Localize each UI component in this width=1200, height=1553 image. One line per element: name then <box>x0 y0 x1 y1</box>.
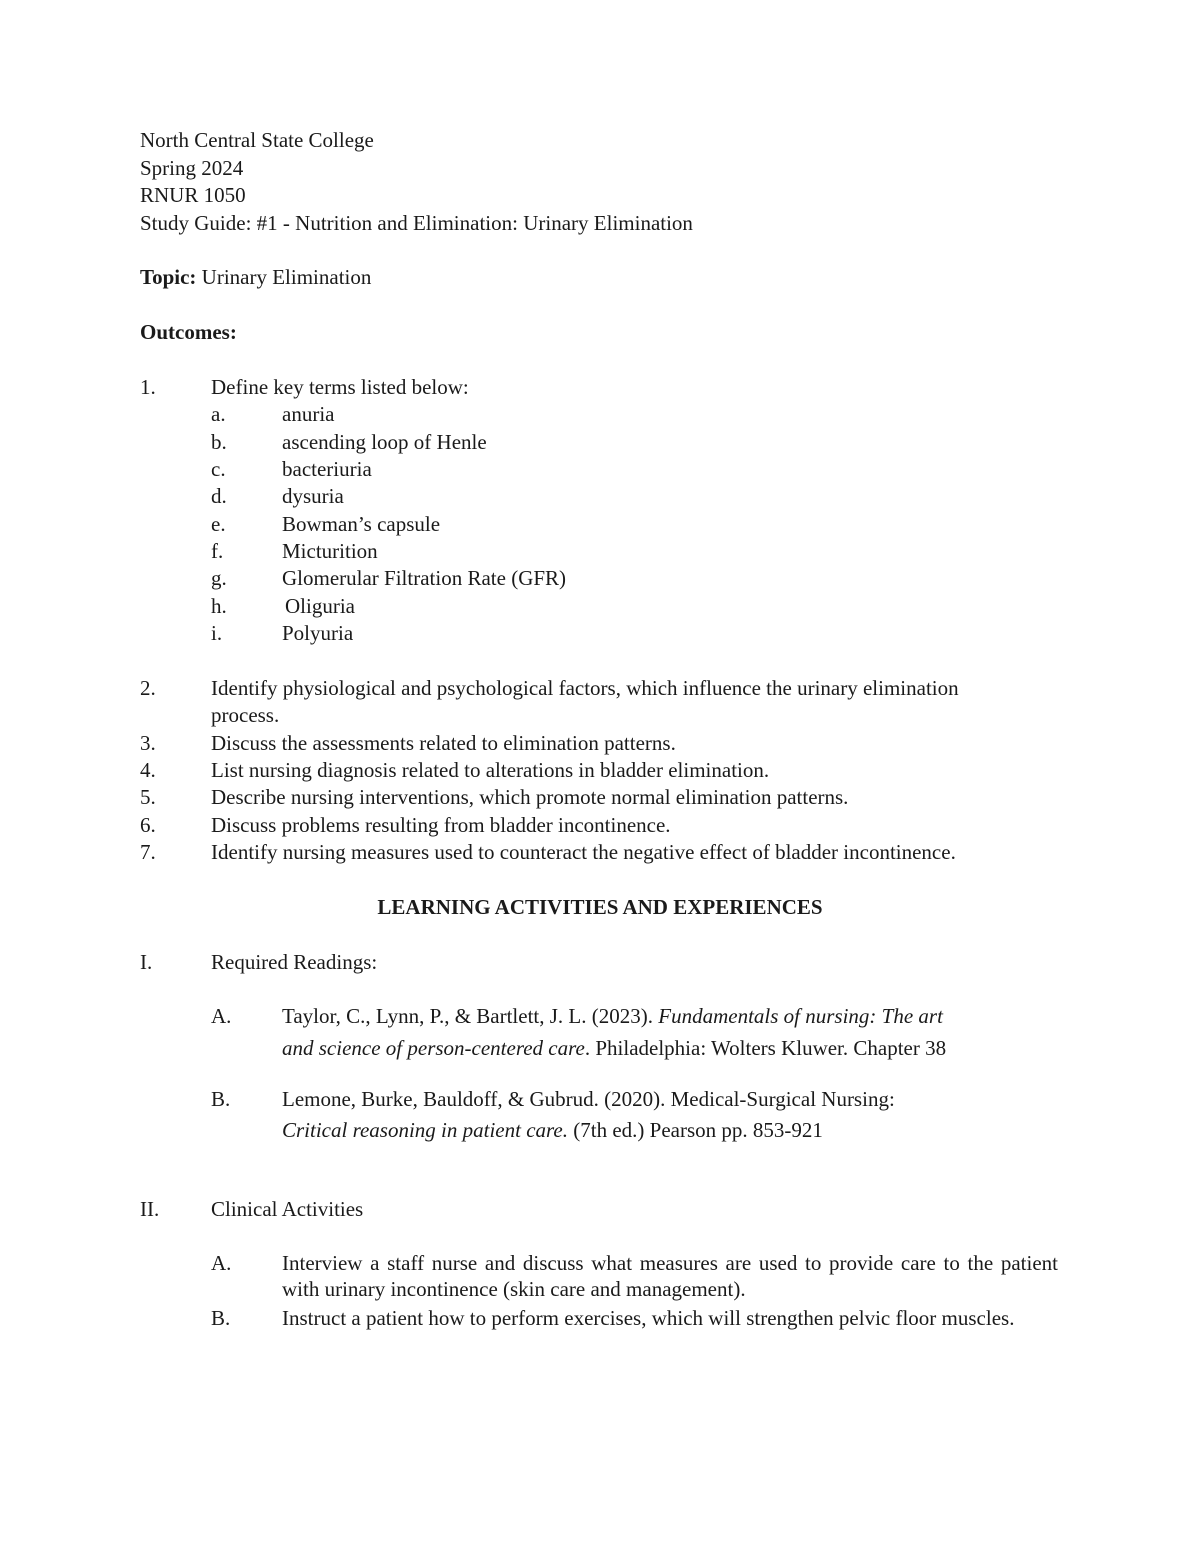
term-letter: h. <box>211 594 227 618</box>
outcome-text: Define key terms listed below: <box>211 375 469 399</box>
study-guide-title: Study Guide: #1 - Nutrition and Elimination: Urinary Elimination <box>140 211 693 235</box>
term-letter: i. <box>211 621 223 645</box>
term-text: anuria <box>282 402 335 426</box>
reading-citation-line2 <box>282 1117 823 1143</box>
term-text: Micturition <box>282 539 378 563</box>
section-title: Required Readings: <box>211 950 378 974</box>
activity-text: Interview a staff nurse and discuss what measures are used to provide care to the patient with urinary incontinence (skin care and management). <box>282 1251 1058 1302</box>
citation-authors: Taylor, C., Lynn, P., & Bartlett, J. L. (2023). <box>282 1004 659 1028</box>
reading-letter: A. <box>211 1004 232 1028</box>
term-letter: c. <box>211 457 226 481</box>
term-text: Polyuria <box>282 621 354 645</box>
outcome-text: Identify nursing measures used to counteract the negative effect of bladder incontinence. <box>211 840 956 864</box>
term-letter: a. <box>211 402 226 426</box>
outcome-number: 3. <box>140 731 156 755</box>
reading-citation-line1: Lemone, Burke, Bauldoff, & Gubrud. (2020). Medical-Surgical Nursing: <box>282 1087 895 1111</box>
term-letter: d. <box>211 484 227 508</box>
citation-title: Critical reasoning in patient care. <box>282 1118 569 1142</box>
outcome-text-continued: process. <box>211 703 280 727</box>
term-letter: g. <box>211 566 227 590</box>
term-text: dysuria <box>282 484 344 508</box>
reading-citation-line2 <box>282 1035 946 1061</box>
learning-activities-heading: LEARNING ACTIVITIES AND EXPERIENCES <box>377 895 823 919</box>
outcomes-heading: Outcomes: <box>140 320 237 344</box>
term: Spring 2024 <box>140 156 244 180</box>
outcome-number: 5. <box>140 785 156 809</box>
activity-text: Instruct a patient how to perform exercises, which will strengthen pelvic floor muscles. <box>282 1306 1015 1330</box>
section-title: Clinical Activities <box>211 1197 364 1221</box>
outcome-text: Describe nursing interventions, which promote normal elimination patterns. <box>211 785 849 809</box>
term-text: Bowman’s capsule <box>282 512 441 536</box>
outcome-number: 1. <box>140 375 156 399</box>
topic-line <box>140 264 371 290</box>
topic-value: Urinary Elimination <box>201 265 372 289</box>
college-name: North Central State College <box>140 128 374 152</box>
reading-letter: B. <box>211 1087 231 1111</box>
term-text: ascending loop of Henle <box>282 430 487 454</box>
outcome-number: 4. <box>140 758 156 782</box>
citation-title: Fundamentals of nursing: The art <box>658 1004 943 1028</box>
outcome-text: Identify physiological and psychological factors, which influence the urinary elimination <box>211 676 959 700</box>
outcome-number: 7. <box>140 840 156 864</box>
activity-letter: A. <box>211 1251 232 1275</box>
citation-publisher: (7th ed.) Pearson pp. 853-921 <box>568 1118 823 1142</box>
term-text: bacteriuria <box>282 457 372 481</box>
outcome-text: List nursing diagnosis related to alterations in bladder elimination. <box>211 758 770 782</box>
citation-title-continued: and science of person-centered care <box>282 1036 585 1060</box>
section-number: II. <box>140 1197 160 1221</box>
citation-publisher: . Philadelphia: Wolters Kluwer. Chapter 38 <box>584 1036 947 1060</box>
term-letter: b. <box>211 430 227 454</box>
outcome-text: Discuss problems resulting from bladder incontinence. <box>211 813 671 837</box>
term-text: Oliguria <box>285 594 355 618</box>
reading-citation-line1 <box>282 1003 943 1029</box>
outcome-number: 2. <box>140 676 156 700</box>
outcome-number: 6. <box>140 813 156 837</box>
course-code: RNUR 1050 <box>140 183 246 207</box>
section-number: I. <box>140 950 153 974</box>
topic-label: Topic: <box>140 265 197 289</box>
outcome-text: Discuss the assessments related to elimination patterns. <box>211 731 676 755</box>
activity-letter: B. <box>211 1306 231 1330</box>
term-text: Glomerular Filtration Rate (GFR) <box>282 566 567 590</box>
term-letter: e. <box>211 512 226 536</box>
term-letter: f. <box>211 539 224 563</box>
